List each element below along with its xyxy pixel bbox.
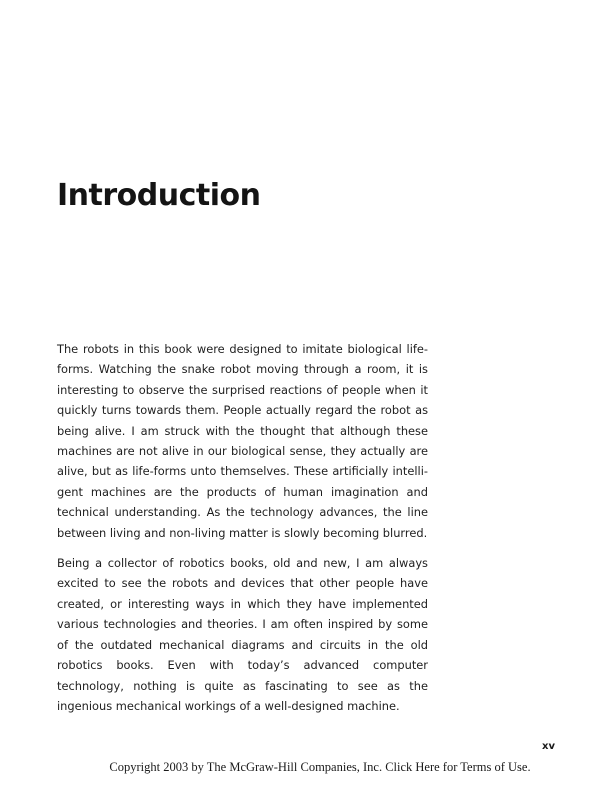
paragraph: The robots in this book were designed to imitate biological life-forms. Watching the snake robot moving through a room, it is interesting to observe the surprised reactions of people when it quickly turns towards them. People actually regard the robot as being alive. I am struck with the thought that although these machines are not alive in our biological sense, they actually are alive, but as life-forms unto themselves. These artificially intelligent machines are the products of human imagination and technical understanding. As the technology advances, the line between living and non-living matter is slowly becoming blurred. bbox=[57, 342, 428, 540]
chapter-title: Introduction bbox=[57, 178, 261, 213]
paragraph: Being a collector of robotics books, old and new, I am always excited to see the robots and devices that other people have created, or interesting ways in which they have implemented various technologies and theories. I am often inspired by some of the outdated mechanical diagrams and circuits in the old robotics books. Even with today’s advanced computer technology, nothing is quite as fascinating to see as the ingenious mechanical workings of a well-designed machine. bbox=[57, 556, 428, 713]
page-number: xv bbox=[542, 741, 555, 752]
terms-of-use-link[interactable]: Copyright 2003 by The McGraw-Hill Companies, Inc. Click Here for Terms of Use. bbox=[109, 760, 531, 774]
copyright-footer bbox=[0, 760, 610, 775]
body-text bbox=[57, 339, 428, 726]
